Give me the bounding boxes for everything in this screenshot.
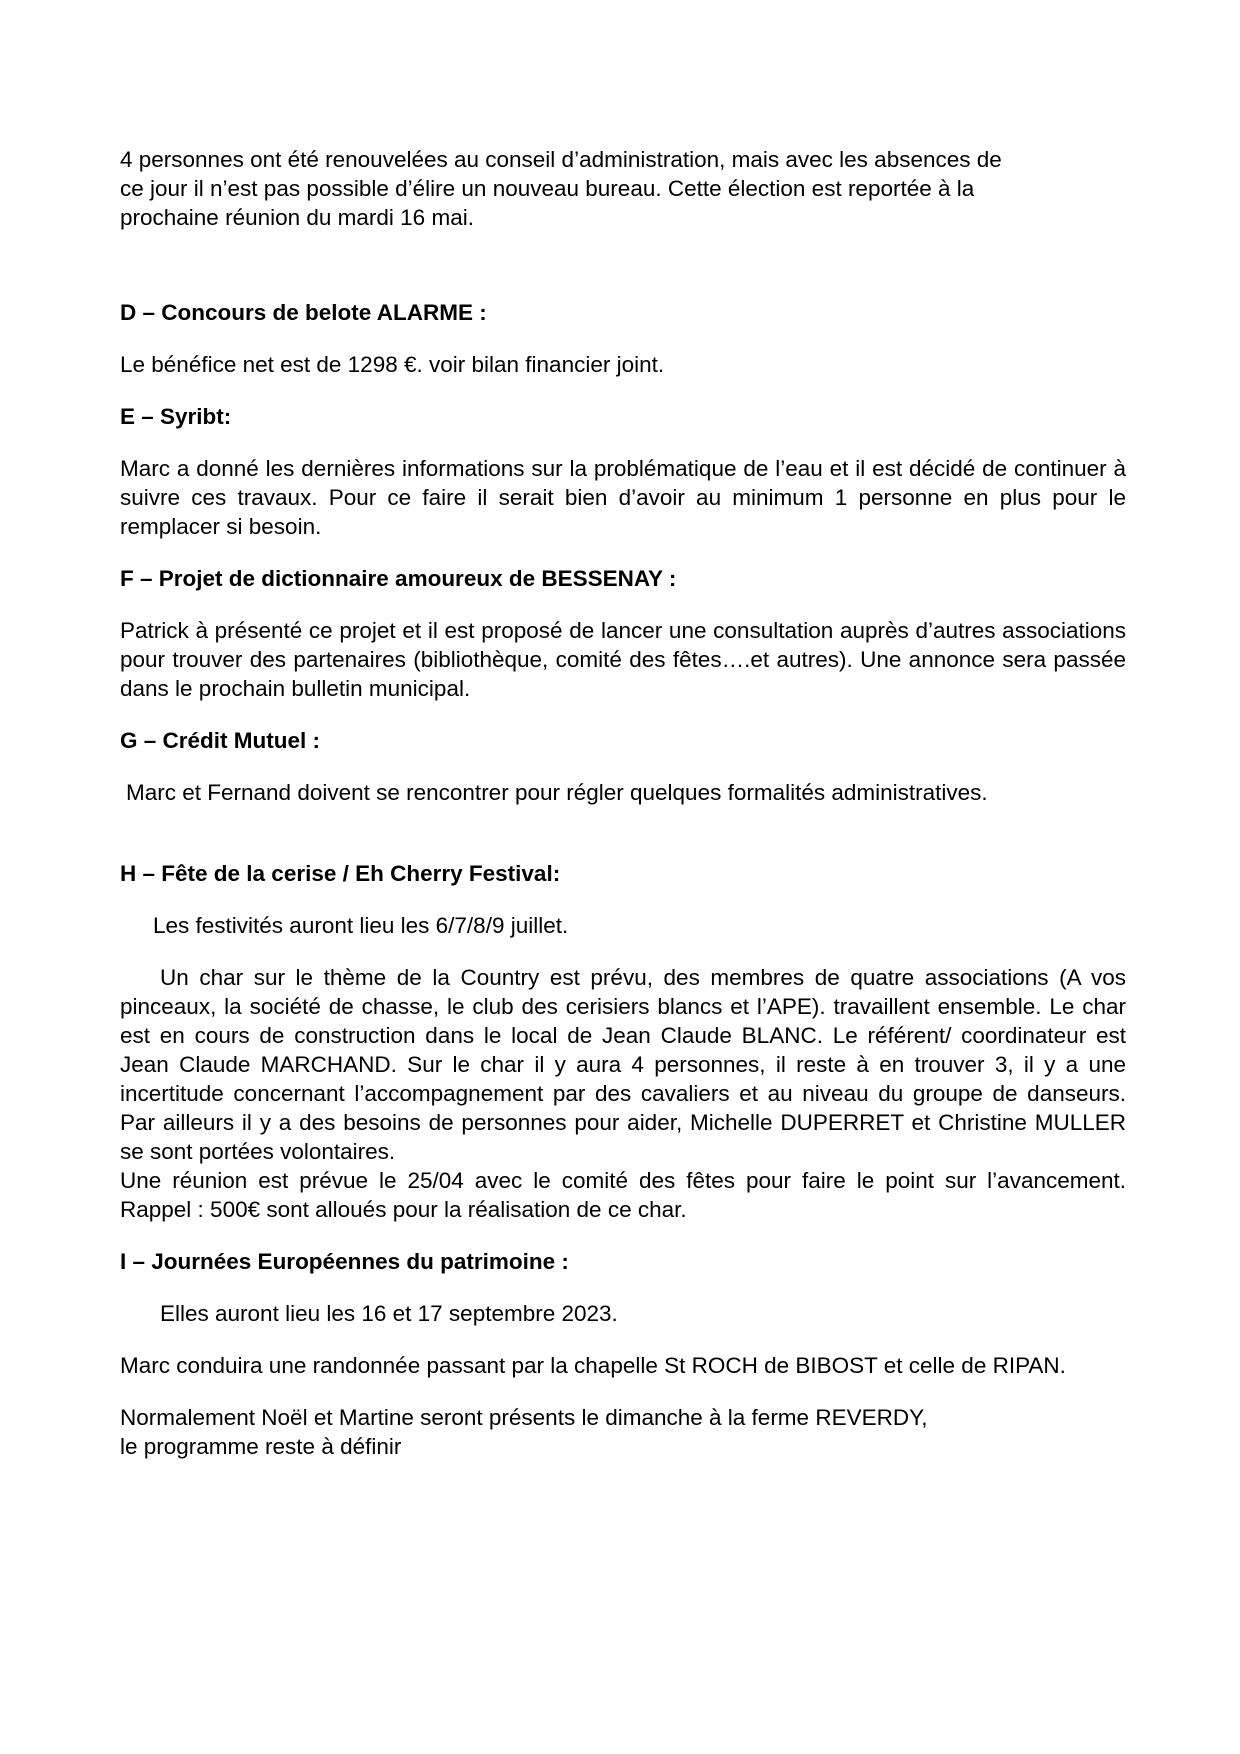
- section-i-randonnee: Marc conduira une randonnée passant par la chapelle St ROCH de BIBOST et celle de RIPAN.: [120, 1353, 1066, 1378]
- section-f-body: Patrick à présenté ce projet et il est proposé de lancer une consultation auprès d’autres associations pour trouver des partenaires (bibliothèque, comité des fêtes….et autres). Une annonce sera passée dans le prochain bulletin municipal.: [120, 618, 1126, 701]
- section-f-heading: F – Projet de dictionnaire amoureux de BESSENAY :: [120, 566, 677, 591]
- section-i-line-2: le programme reste à définir: [120, 1434, 402, 1459]
- section-i-dates: Elles auront lieu les 16 et 17 septembre 2023.: [160, 1301, 618, 1326]
- section-d-body: Le bénéfice net est de 1298 €. voir bilan financier joint.: [120, 352, 665, 377]
- section-h-reunion: Une réunion est prévue le 25/04 avec le comité des fêtes pour faire le point sur l’avancement. Rappel : 500€ sont alloués pour la réalisation de ce char.: [120, 1168, 1126, 1222]
- intro-line-2: ce jour il n’est pas possible d’élire un nouveau bureau. Cette élection est reportée à la: [120, 176, 975, 201]
- section-e-body: Marc a donné les dernières informations sur la problématique de l’eau et il est décidé de continuer à suivre ces travaux. Pour ce faire il serait bien d’avoir au minimum 1 personne en plus pour le remplacer si besoin.: [120, 456, 1126, 539]
- section-h-dates: Les festivités auront lieu les 6/7/8/9 juillet.: [153, 913, 569, 938]
- section-h-char: Un char sur le thème de la Country est prévu, des membres de quatre associations (A vos pinceaux, la société de chasse, le club des cerisiers blancs et l’APE). travaillent ensemble. Le char est en cours de construction dans le local de Jean Claude BLANC. Le référent/ coordinateur est Jean Claude MARCHAND. Sur le char il y aura 4 personnes, il reste à en trouver 3, il y a une incertitude concernant l’accompagnement par des cavaliers et au niveau du groupe de danseurs. Par ailleurs il y a des besoins de personnes pour aider, Michelle DUPERRET et Christine MULLER se sont portées volontaires.: [120, 965, 1126, 1164]
- section-i-heading: I – Journées Européennes du patrimoine :: [120, 1249, 569, 1274]
- section-d-heading: D – Concours de belote ALARME :: [120, 300, 487, 325]
- section-i-line-1: Normalement Noël et Martine seront présents le dimanche à la ferme REVERDY,: [120, 1405, 928, 1430]
- section-h-heading: H – Fête de la cerise / Eh Cherry Festival:: [120, 861, 561, 886]
- section-g-heading: G – Crédit Mutuel :: [120, 728, 321, 753]
- intro-line-1: 4 personnes ont été renouvelées au conseil d’administration, mais avec les absences de: [120, 147, 1002, 172]
- document-page: [120, 145, 1126, 1461]
- intro-line-3: prochaine réunion du mardi 16 mai.: [120, 205, 474, 230]
- section-e-heading: E – Syribt:: [120, 404, 232, 429]
- section-g-body: Marc et Fernand doivent se rencontrer pour régler quelques formalités administratives.: [126, 780, 988, 805]
